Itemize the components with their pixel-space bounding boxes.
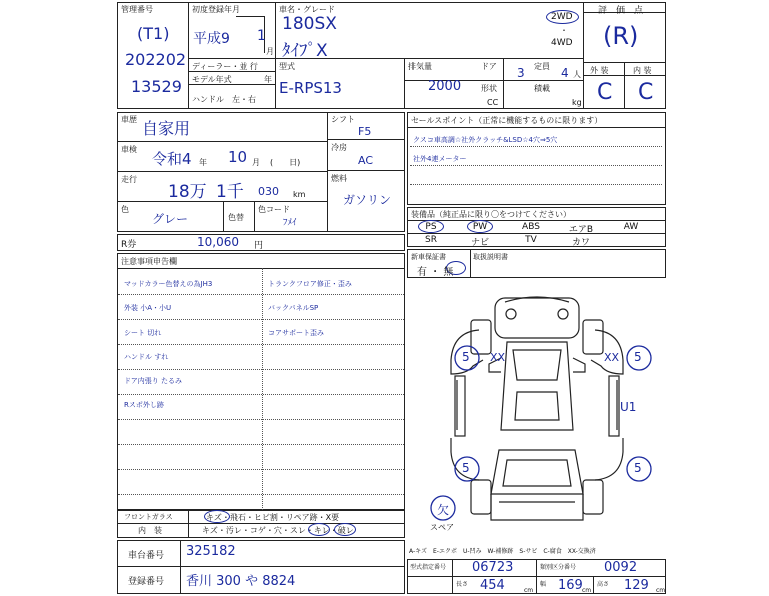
manual-label: 取扱説明書 [473,253,508,261]
fuel-label: 燃料 [331,174,347,183]
capacity: 4 [561,66,569,80]
color: グレー [152,212,189,226]
doors-label: ドア [481,62,497,71]
length-unit: cm [524,587,534,594]
equipment-title: 装備品（純正品に限り〇をつけてください） [411,210,571,219]
width: 169 [558,578,583,593]
ac-label: 冷房 [331,143,347,152]
class-number: 0092 [604,560,638,575]
month-unit: 月 [266,47,274,56]
shift-label: シフト [331,115,355,124]
note-left-4: ハンドル すれ [124,353,169,361]
designation-label: 型式指定番号 [410,564,447,571]
xx-right: XX [604,351,620,364]
note-left-2: 外装 小A・小U [124,304,172,312]
mark-rr: 5 [634,461,642,475]
drive-dot: ・ [560,26,568,35]
u1-mark: U1 [620,400,637,414]
color-no-label: 色替 [228,213,244,222]
front-glass-label: フロントガラス [124,513,173,521]
equip-tv: TV [525,235,537,245]
mark-rl: 5 [462,461,470,475]
color-code-label: 色コード [258,205,290,214]
cc-unit: CC [487,98,499,107]
displacement: 2000 [428,79,462,94]
interior-circle-2 [334,523,356,536]
first-reg-era: 平成9 [193,31,230,47]
year-unit: 年 [264,75,272,84]
height-label: 高さ [597,581,610,588]
note-right-2: バックパネルSP [268,304,319,312]
car-name: 180SX [282,14,337,34]
drive-4wd: 4WD [551,38,573,48]
equip-leather: カワ [571,238,590,248]
recycle-label: R券 [121,240,137,250]
width-label: 幅 [540,581,547,588]
exterior-score: C [597,80,613,105]
yen-unit: 円 [254,241,264,251]
note-left-5: ドア内張り たるみ [124,377,183,385]
height: 129 [624,578,649,593]
inspection-day-unit: ( 日) [270,158,301,167]
equip-airbag: エアB [568,225,594,235]
front-glass-circle [204,510,230,523]
score-label: 評 価 点 [598,6,644,16]
mileage-rest: 030 [258,185,279,198]
color-label: 色 [121,205,129,214]
drive-2wd: 2WD [551,12,573,22]
shift: F5 [358,125,372,138]
sales-point-2: 社外4連メーター [413,155,467,163]
inspection-month-unit: 月 [252,158,260,167]
color-code: ﾌﾒｲ [283,218,297,228]
model-year-label: モデル年式 [192,75,232,84]
load-label: 積載 [534,84,550,93]
mgmt-label: 管理番号 [121,5,153,14]
mark-fl: 5 [462,350,470,364]
car-grade: ﾀｲﾌﾟX [282,41,328,61]
equip-pw: PW [472,222,488,232]
equip-navi: ナビ [470,238,489,248]
person-unit: 人 [573,70,581,79]
km-unit: km [293,190,306,199]
displacement-label: 排気量 [408,62,432,71]
designation: 06723 [472,560,514,575]
note-left-1: マッドカラー色替えの為JH3 [124,280,213,288]
xx-left: XX [490,351,506,364]
handle-label: ハンドル 左・右 [192,95,256,104]
class-label: 類別区分番号 [540,564,577,571]
mgmt-number-1: 202202 [125,50,187,69]
capacity-label: 定員 [534,62,550,71]
interior-circle-1 [308,523,330,536]
car-name-label: 車名・グレード [279,5,335,14]
first-reg-month: 1 [257,28,266,44]
fuel: ガソリン [343,193,392,207]
sales-point-1: クスコ車高調☆社外クラッチ&LSD☆4穴⇒5穴 [413,136,558,144]
usage: 自家用 [142,119,191,138]
inspection-era: 令和4 [152,150,192,168]
spare-mark: 欠 [437,503,450,517]
model-code: E-RPS13 [279,79,342,97]
recycle-amount: 10,060 [197,235,239,249]
front-glass-value: キズ・飛石・ヒビ割・リペア跡・X要 [206,513,340,522]
inspection-year-unit: 年 [199,158,207,167]
mark-fr: 5 [634,350,642,364]
exterior-label: 外 装 [590,66,609,75]
height-unit: cm [656,587,666,594]
mileage-label: 走行 [121,175,137,184]
mileage-sen: 1千 [216,182,244,202]
inspection-month: 10 [228,148,248,166]
interior-cond-label: 内 装 [138,526,162,535]
reg-number: 香川 300 や 8824 [186,574,296,589]
note-left-6: Rスポ外し跡 [124,401,164,409]
shape-label: 形状 [481,84,497,93]
score: (R) [603,22,639,50]
note-right-3: コアサポート歪み [268,329,324,337]
length-label: 長さ [456,581,469,588]
mgmt-number-2: 13529 [131,77,182,96]
chassis-label: 車台番号 [128,551,165,561]
spare-label: スペア [430,523,454,532]
notes-title: 注意事項申告欄 [121,257,177,266]
dealer-label: ディーラー・並 行 [192,62,258,71]
width-unit: cm [582,587,592,594]
mgmt-code: (T1) [137,24,170,43]
equip-abs: ABS [522,222,540,232]
note-right-1: トランクフロア修正・歪み [268,280,352,288]
type-label: 型式 [279,62,295,71]
kg-unit: kg [572,98,582,107]
note-left-3: シート 切れ [124,329,162,337]
doors: 3 [517,66,525,80]
length: 454 [480,578,505,593]
ac: AC [358,154,374,167]
usage-label: 車歴 [121,115,137,124]
equip-sr: SR [425,235,437,245]
interior-cond-value: キズ・汚レ・コゲ・穴・スレ・キレ・破レ [202,526,354,535]
sales-points-title: セールスポイント（正常に機能するものに限ります） [411,116,603,125]
warranty-value: 有 ・ 無 [417,267,454,278]
interior-label: 内 装 [633,66,652,75]
reg-label: 登録番号 [128,577,165,587]
equip-ps: PS [425,222,437,232]
warranty-label: 新車保証書 [411,253,446,261]
interior-score: C [638,80,654,105]
equip-aw: AW [623,222,639,232]
mileage-man: 18万 [168,182,207,202]
chassis: 325182 [186,544,236,559]
first-reg-label: 初度登録年月 [192,5,240,14]
damage-legend: A-キズ E-エクボ U-凹み W-補修跡 S-サビ C-腐食 XX-交換済 [409,548,596,555]
inspection-label: 車検 [121,145,137,154]
